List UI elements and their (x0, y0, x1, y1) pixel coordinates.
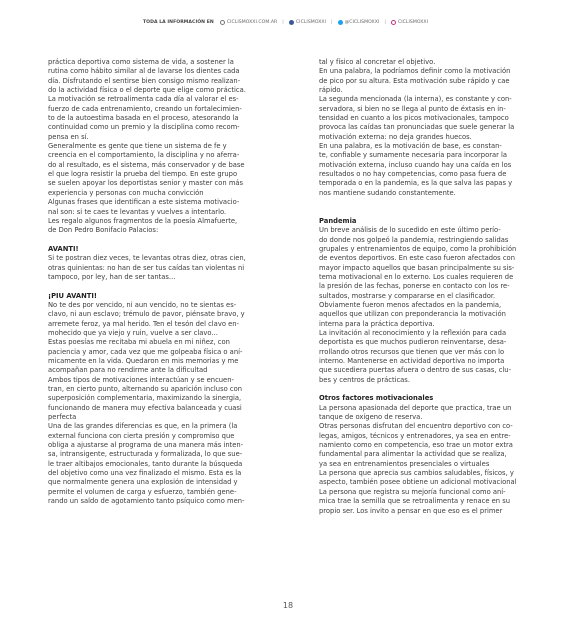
instagram-link[interactable] (391, 20, 428, 25)
body-text-line: que normalmente genera una explosión de intensidad y (48, 478, 238, 487)
body-text-line: otras quinientas: no han de ser tus caídas tan violentas ni (48, 263, 245, 272)
body-text-line: interno. Mantenerse en actividad deportiva no importa (319, 357, 505, 365)
body-text-line: tema motivacional en lo externo. Los cuales requieren de (319, 272, 514, 281)
body-text-line: te, confiable y sumamente necesaria para incorporar la (319, 151, 508, 160)
body-text-line: la presión de las fechas, ponerse en contacto con los re- (319, 282, 510, 291)
body-text-line: motivación externa: no deja grandes huecos. (319, 132, 472, 141)
section-heading: Pandemia (319, 216, 357, 225)
separator: | (384, 19, 386, 25)
body-text-line: tampoco, por ley, han de ser tantas... (48, 272, 176, 281)
body-text-line: motivación externa, incluso cuando hay una caída en los (319, 160, 512, 169)
separator: | (282, 19, 284, 25)
right-column (319, 58, 534, 516)
body-text-line: rando un saldo de agotamiento tanto psíquico como men- (48, 497, 245, 506)
body-text-line: paciencia y amor, cada vez que me golpeaba física o aní- (48, 347, 243, 356)
body-text-line: obliga a ajustarse al programa de una manera más inten- (48, 441, 244, 450)
body-text-line: external funciona con cierta presión y compromiso que (48, 431, 235, 440)
body-text-line: Una de las grandes diferencias es que, en la primera (la (48, 422, 238, 431)
globe-icon (220, 20, 225, 25)
paragraph-gap (48, 236, 263, 245)
body-text-line: Otras personas disfrutan del encuentro deportivo con co- (319, 422, 513, 431)
body-text-line: micamente en la vida. Quedaron en mis memorias y me (48, 357, 239, 365)
body-text-line: tensidad en cuanto a los picos motivacionales, tampoco (319, 114, 509, 123)
body-text-line: La motivación se retroalimenta cada día al valorar el es- (48, 95, 239, 104)
instagram-icon (391, 20, 396, 25)
body-text-line: ya sea en entrenamientos presenciales o virtuales (319, 459, 490, 468)
page-number: 18 (282, 601, 294, 610)
body-text-line: pensa en sí. (48, 132, 89, 141)
body-text-line: experiencia y personas con mucha convicción (48, 188, 204, 197)
body-text-line: fundamental para alimentar la actividad que se realiza, (319, 450, 507, 459)
paragraph-gap (48, 282, 263, 291)
body-text-line: creencia en el comportamiento, la disciplina y no aferra- (48, 151, 240, 160)
body-text-line: La persona apasionada del deporte que practica, trae un (319, 403, 512, 412)
top-info-bar (0, 17, 576, 27)
body-text-line: tran, en cierto punto, alternando su aparición incluso con (48, 385, 242, 394)
body-text-line: nal son: si te caes te levantas y vuelves a intentarlo. (48, 207, 227, 216)
body-text-line: permite el volumen de carga y esfuerzo, también gene- (48, 487, 237, 496)
body-text-line: provoca las caídas tan pronunciadas que suele generar la (319, 123, 515, 132)
body-text-line: práctica deportiva como sistema de vida, a sostener la (48, 58, 234, 66)
twitter-link[interactable] (338, 20, 380, 25)
body-text-line: funcionando de manera muy efectiva balanceada y cuasi (48, 403, 242, 412)
body-text-line: La segunda mencionada (la interna), es constante y con- (319, 95, 512, 104)
body-text-line: mohecido que ya viejo y ruin, vuelve a ser clavo... (48, 328, 218, 337)
twitter-icon (338, 20, 343, 25)
section-heading: AVANTI! (48, 244, 79, 253)
body-text-line: mica trae la semilla que se retroalimenta y renace en su (319, 497, 511, 506)
section-heading: Otros factores motivacionales (319, 394, 434, 403)
body-text-line: Si te postran diez veces, te levantas otras diez, otras cien, (48, 254, 246, 263)
facebook-link[interactable] (289, 20, 326, 25)
body-text-line: do donde nos golpeó la pandemia, restringiendo salidas (319, 235, 509, 244)
body-text-line: le traer altibajos emocionales, tanto durante la búsqueda (48, 459, 243, 468)
body-text-line: de Don Pedro Bonifacio Palacios: (48, 226, 159, 235)
body-text-line: En una palabra, la podríamos definir como la motivación (319, 67, 511, 76)
body-text-line: bes y centros de prácticas. (319, 375, 410, 384)
body-text-line: do la actividad física o el deporte que elige como práctica. (48, 86, 246, 95)
body-text-line: Generalmente es gente que tiene un sistema de fe y (48, 142, 227, 151)
body-text-line: deportista es que muchos pudieron reinventarse, desa- (319, 338, 507, 347)
body-text-line: Estas poesías me recitaba mi abuela en mi niñez, con (48, 338, 230, 347)
body-text-line: aquellos que utilizan con preponderancia la motivación (319, 310, 506, 319)
body-text-line: Un breve análisis de lo sucedido en este último perío- (319, 226, 501, 235)
body-text-line: temporada o en la pandemia, es la que salva las papas y (319, 179, 513, 188)
body-text-line: de pico por su altura. Esta motivación sube rápido y cae (319, 76, 510, 85)
body-text-line: sa, intransigente, estructurada y formalizada, lo que sue- (48, 450, 243, 459)
body-text-line: rrollando otros recursos que tienen que ver más con lo (319, 347, 505, 356)
body-text-line: Obviamente fueron menos afectados en la pandemia, (319, 300, 502, 309)
body-text-line: que sucediera puertas afuera o dentro de sus casas, clu- (319, 366, 512, 375)
body-text-line: La persona que aprecia sus cambios saludables, físicos, y (319, 469, 514, 478)
body-text-line: interna para la práctica deportiva. (319, 319, 435, 328)
body-text-line: nos mantiene sudando constantemente. (319, 188, 456, 197)
info-bar-lead: TODA LA INFORMACIÓN EN (142, 19, 214, 25)
body-text-line: fuerzo de cada entrenamiento, creando un fortalecimien- (48, 104, 242, 113)
body-text-line: tal y físico al concretar el objetivo. (319, 58, 436, 66)
body-text-line: namiento como en competencia, eso trae un motor extra (319, 441, 513, 450)
left-column (48, 58, 263, 507)
body-text-line: Ambos tipos de motivaciones interactúan y se encuen- (48, 375, 234, 384)
body-text-line: de eventos deportivos. En este caso fueron afectados con (319, 254, 515, 263)
body-text-line: to de la autoestima basada en el proceso, atesorando la (48, 114, 239, 123)
facebook-text: CICLISMOXXI (295, 19, 326, 25)
body-text-line: propio ser. Los invito a pensar en que eso es el primer (319, 506, 503, 515)
instagram-text: CICLISMOXXI (397, 19, 429, 25)
body-text-line: acompañan para no rendirme ante la dificultad (48, 366, 208, 375)
body-text-line: el que logra resistir la prueba del tiempo. En este grupo (48, 170, 238, 179)
body-text-line: aspecto, también posee obtiene un adicional motivacional (319, 478, 517, 487)
body-text-line: No te des por vencido, ni aun vencido, no te sientas es- (48, 300, 237, 309)
body-text-line: clavo, ni aun esclavo; trémulo de pavor, piénsate bravo, y (48, 310, 245, 319)
body-text-line: día. Disfrutando el sentirse bien consigo mismo realizan- (48, 76, 241, 85)
body-text-line: La persona que registra su mejoría funcional como aní- (319, 487, 506, 496)
body-text-line: superposición complementaria, maximizando la sinergia, (48, 394, 242, 403)
website-text: CICLISMOXXI.COM.AR (226, 19, 278, 25)
body-text-line: rápido. (319, 86, 343, 95)
body-text-line: continuidad como un premio y la disciplina como recom- (48, 123, 240, 132)
paragraph-gap (319, 208, 534, 217)
body-text-line: Algunas frases que identifican a este sistema motivacio- (48, 198, 240, 207)
body-text-line: resultados o no hay competencias, como pasa fuera de (319, 170, 507, 179)
body-text-line: rutina como hábito similar al de lavarse los dientes cada (48, 67, 240, 76)
separator: | (331, 19, 333, 25)
paragraph-gap (319, 385, 534, 394)
body-text-line: servadora, si bien no se llega al punto de éxtasis en in- (319, 104, 506, 113)
twitter-text: @CICLISMOXXI (344, 19, 380, 25)
body-text-line: La invitación al reconocimiento y la reflexión para cada (319, 328, 507, 337)
body-text-line: perfecta (48, 413, 77, 422)
body-text-line: tanque de oxígeno de reserva. (319, 413, 423, 422)
body-text-line: se suelen apoyar los deportistas senior y master con más (48, 179, 244, 188)
body-text-line: arremete feroz, ya mal herido. Ten el tesón del clavo en- (48, 319, 239, 328)
body-text-line: legas, amigos, técnicos y entrenadores, ya sea en entre- (319, 431, 511, 440)
body-text-line: En una palabra, es la motivación de base, es constan- (319, 142, 502, 151)
body-text-line: mayor impacto aquellos que basan principalmente su sis- (319, 263, 515, 272)
body-text-line: do al resultado, es el sistema, más conservador y de base (48, 160, 245, 169)
body-text-line: del objetivo como una vez finalizado el mismo. Esta es la (48, 469, 242, 478)
paragraph-gap (319, 198, 534, 207)
body-text-line: grupales y entrenamientos de equipo, como la prohibición (319, 244, 517, 253)
facebook-icon (289, 20, 294, 25)
section-heading: ¡PIU AVANTI! (48, 291, 97, 300)
body-text-line: Les regalo algunos fragmentos de la poesía Almafuerte, (48, 216, 238, 225)
website-link[interactable] (220, 20, 277, 25)
body-text-line: sultados, mostrarse y compararse en el clasificador. (319, 291, 496, 300)
